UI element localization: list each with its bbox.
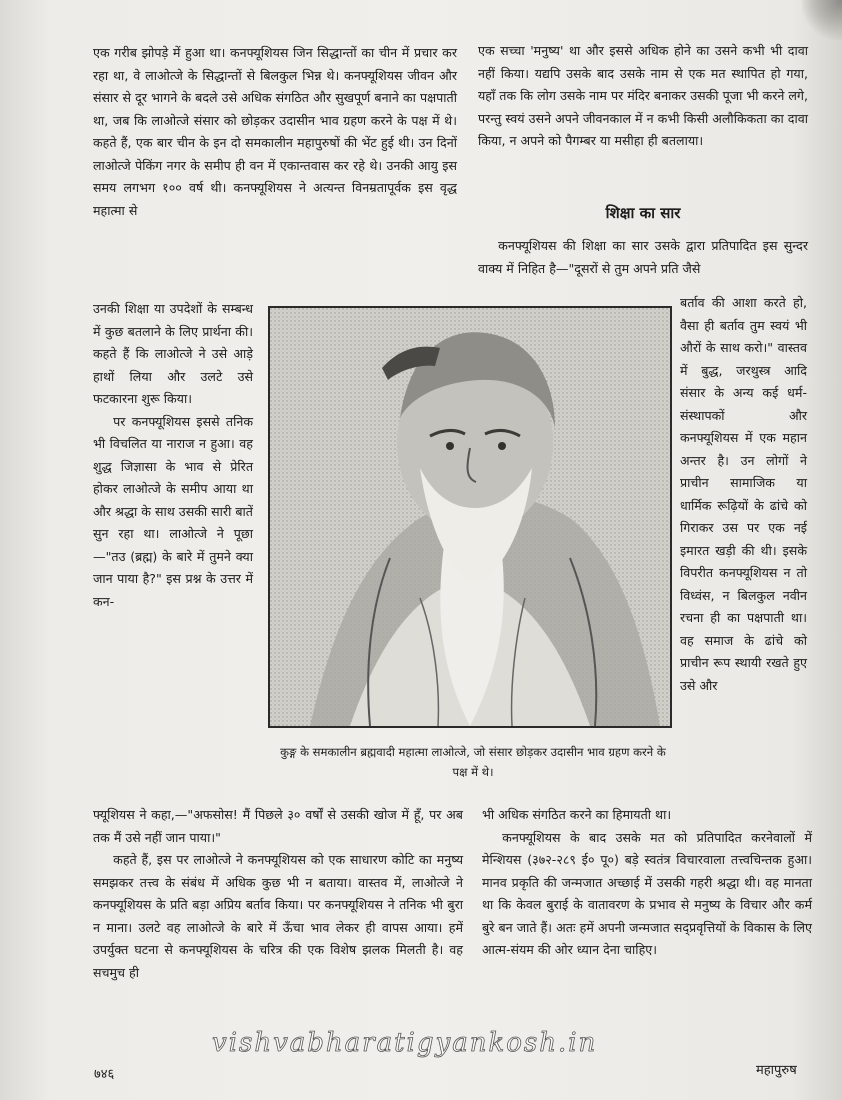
portrait-figure [268, 306, 672, 728]
watermark-text: vishvabharatigyankosh.in [212, 1028, 598, 1058]
paragraph: कनफ्यूशियस की शिक्षा का सार उसके द्वारा प्रतिपादित इस सुन्दर वाक्य में निहित है—"दूसरों से तुम अपने प्रति जैसे [478, 238, 808, 276]
section-heading: शिक्षा का सार [605, 204, 681, 222]
running-head: महापुरुष [756, 1063, 797, 1078]
right-column-intro [478, 235, 808, 280]
right-column-top [478, 40, 808, 153]
right-column-middle [680, 292, 807, 697]
paragraph: कनफ्यूशियस के बाद उसके मत को प्रतिपादित करनेवालों में मेन्शियस (३७२-२८९ ई० पू०) बड़े स्वतंत्र विचारवाला तत्त्वचिन्तक हुआ। मानव प्रकृति की जन्मजात अच्छाई में उसकी गहरी श्रद्धा थी। वह मानता था कि केवल बुराई के वातावरण के प्रभाव से मनुष्य के विचार और कर्म बुरे बन जाते हैं। अतः हमें अपनी जन्मजात सद्प्रवृत्तियों के विकास के लिए आत्म-संयम की ओर ध्यान देना चाहिए। [482, 829, 812, 957]
right-column-bottom [482, 804, 812, 962]
left-column-middle [93, 298, 253, 613]
left-column-bottom [93, 804, 463, 984]
paragraph: एक सच्चा 'मनुष्य' था और इससे अधिक होने का उसने कभी भी दावा नहीं किया। यद्यपि उसके बाद उसके नाम से एक मत स्थापित हो गया, यहाँ तक कि लोग उसके नाम पर मंदिर बनाकर उसकी पूजा भी करने लगे, परन्तु स्वयं उसने अपने जीवनकाल में न कभी किसी अलौकिकता का दावा किया, न अपने को पैगम्बर या मसीहा ही बतलाया। [478, 43, 808, 148]
left-column-top [93, 42, 457, 222]
paragraph: एक गरीब झोपड़े में हुआ था। कनफ्यूशियस जिन सिद्धान्तों का चीन में प्रचार कर रहा था, वे लाओत्जे के सिद्धान्तों से बिलकुल भिन्न थे। कनफ्यूशियस जीवन और संसार से दूर भागने के बदले उसे अधिक संगठित और सुखपूर्ण बनाने का पक्षपाती था, जब कि लाओत्जे संसार को छोड़कर उदासीन भाव ग्रहण करने के पक्ष में थे। कहते हैं, एक बार चीन के इन दो समकालीन महापुरुषों की भेंट हुई थी। उन दिनों लाओत्जे पेकिंग नगर के समीप ही वन में एकान्तवास कर रहे थे। उनकी आयु इस समय लगभग १०० वर्ष थी। कनफ्यूशियस ने अत्यन्त विनम्रतापूर्वक इस वृद्ध महात्मा से [93, 45, 457, 218]
paragraph: बर्ताव की आशा करते हो, वैसा ही बर्ताव तुम स्वयं भी औरों के साथ करो।" वास्तव में बुद्ध, जरथुस्त्र आदि संसार के अन्य कई धर्म-संस्थापकों और कनफ्यूशियस में एक महान अन्तर है। उन लोगों ने प्राचीन सामाजिक या धार्मिक रूढ़ियों के ढांचे को गिराकर उस पर एक नई इमारत खड़ी की थी। इसके विपरीत कनफ्यूशियस न तो विध्वंस, न बिलकुल नवीन रचना ही का पक्षपाती था। वह समाज के ढांचे को प्राचीन रूप स्थायी रखते हुए उसे और [680, 295, 807, 693]
paragraph: पर कनफ्यूशियस इससे तनिक भी विचलित या नाराज न हुआ। वह शुद्ध जिज्ञासा के भाव से प्रेरित होकर लाओत्जे के समीप आया था और श्रद्धा के साथ उसकी सारी बातें सुन रहा था। लाओत्जे ने पूछा—"तउ (ब्रह्म) के बारे में तुमने क्या जान पाया है?" इस प्रश्न के उत्तर में कन- [93, 413, 253, 609]
paragraph: फ्यूशियस ने कहा,—"अफसोस! मैं पिछले ३० वर्षों से उसकी खोज में हूँ, पर अब तक मैं उसे नहीं जान पाया।" [93, 807, 463, 845]
page-number: ७४६ [94, 1067, 115, 1082]
paragraph: उनकी शिक्षा या उपदेशों के सम्बन्ध में कुछ बतलाने के लिए प्रार्थना की। कहते हैं कि लाओत्जे ने उसे आड़े हाथों लिया और उलटे उसे फटकारना शुरू किया। [93, 301, 253, 406]
paragraph: कहते हैं, इस पर लाओत्जे ने कनफ्यूशियस को एक साधारण कोटि का मनुष्य समझकर तत्त्व के संबंध में अधिक कुछ भी न बताया। वास्तव में, लाओत्जे ने कनफ्यूशियस के प्रति बड़ा अप्रिय बर्ताव किया। पर कनफ्यूशियस ने तनिक भी बुरा न माना। उलटे वह लाओत्जे के बारे में ऊँचा भाव लेकर ही वापस आया। हमें उपर्युक्त घटना से कनफ्यूशियस के चरित्र की एक विशेष झलक मिलती है। वह सचमुच ही [93, 852, 463, 980]
page-corner-shadow [802, 0, 842, 40]
lao-tzu-portrait-image [270, 308, 670, 726]
paragraph: भी अधिक संगठित करने का हिमायती था। [482, 807, 672, 822]
figure-caption: कुङ्ग के समकालीन ब्रह्मवादी महात्मा लाओत्जे, जो संसार छोड़कर उदासीन भाव ग्रहण करने के पक्ष में थे। [280, 745, 666, 779]
